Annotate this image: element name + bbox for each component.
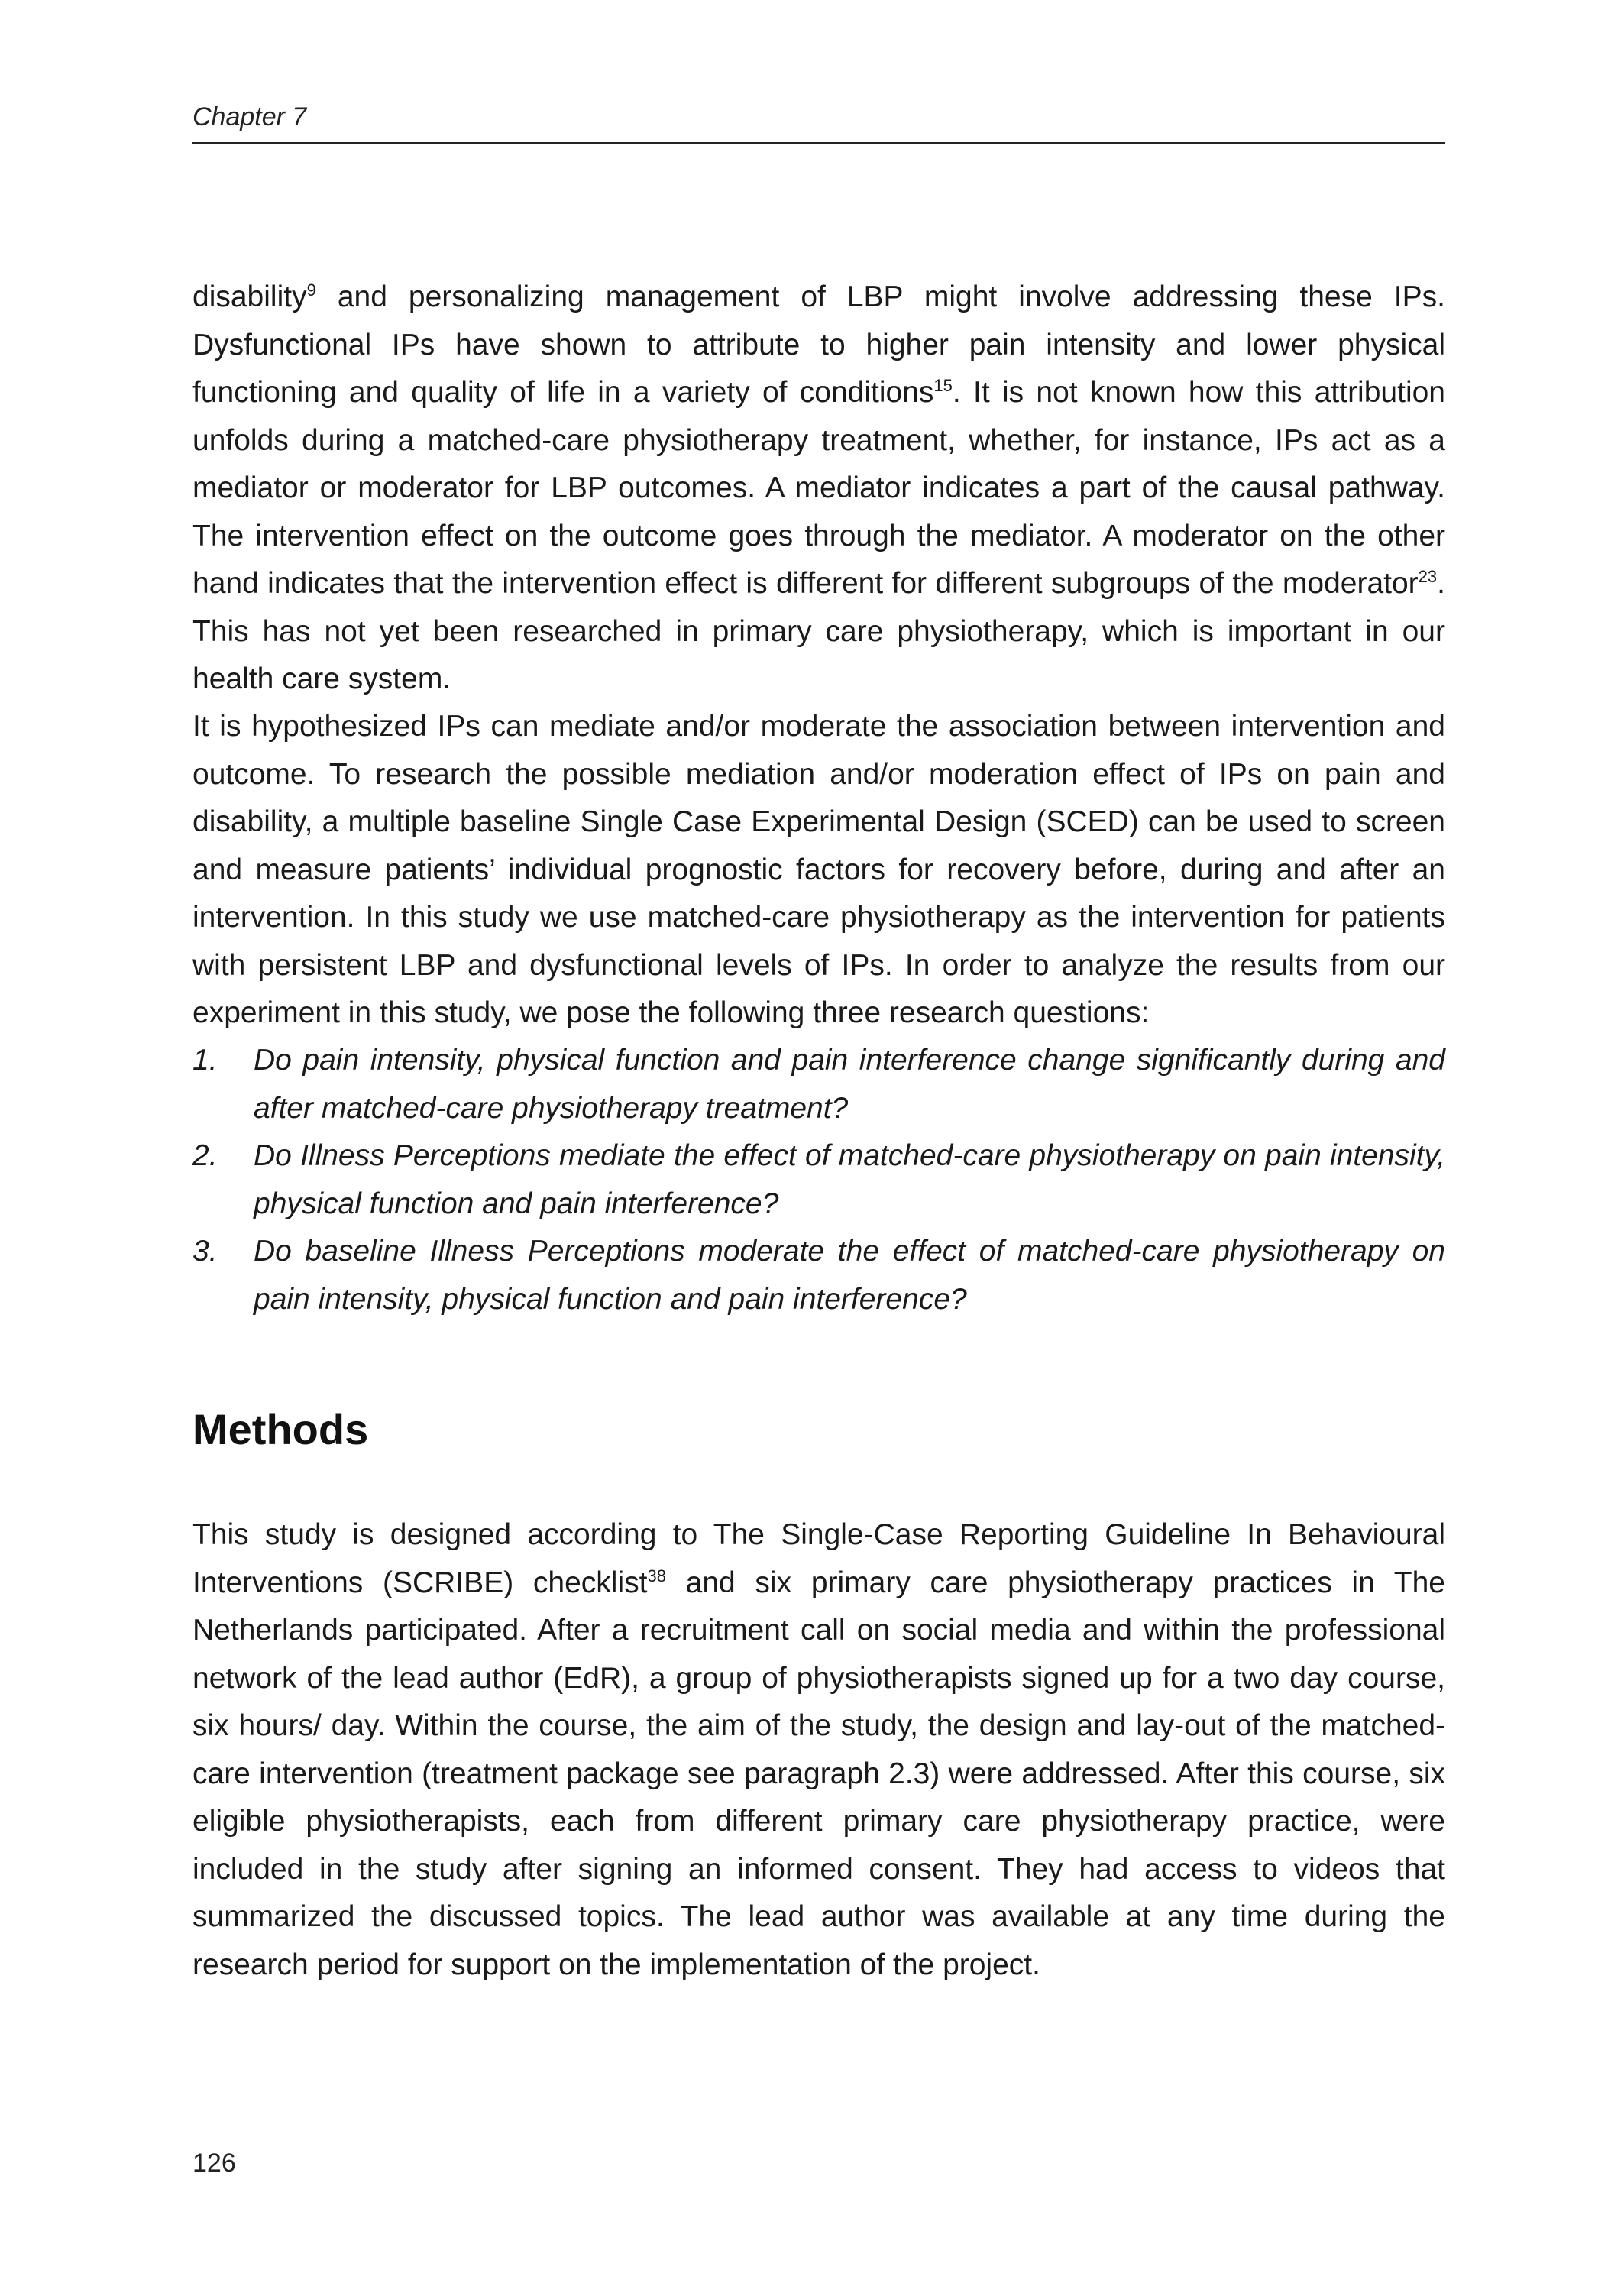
reference-38: 38 [647, 1566, 666, 1585]
text-segment: . It is not known how this attribution unfolds during a matched-care physiotherapy treatment, whether, for instance, IPs act as a mediator or moderator for LBP outcomes. A mediator indicates a part of the causal pathway. The intervention effect on the outcome goes through the mediator. A moderator on the other hand indicates that the intervention effect is different for different subgroups of the moderator [192, 376, 1445, 600]
methods-heading: Methods [192, 1405, 369, 1453]
question-number: 3. [192, 1235, 218, 1268]
research-question-1 [192, 1037, 1445, 1132]
question-text: Do baseline Illness Perceptions moderate the effect of matched-care physiotherapy on pain intensity, physical function and pain interference? [254, 1235, 1445, 1316]
intro-paragraph-1 [192, 274, 1445, 704]
reference-15: 15 [933, 376, 953, 395]
question-number: 2. [192, 1139, 218, 1172]
page-number: 126 [192, 2149, 236, 2178]
text-segment: This study is designed according to The Single-Case Reporting Guideline In Behavioural Interventions (SCRIBE) checklist [192, 1518, 1445, 1599]
text-segment: and personalizing management of LBP might involve addressing these IPs. Dysfunctional IPs have shown to attribute to higher pain intensity and lower physical functioning and quality of life in a variety of conditions [192, 280, 1445, 409]
research-questions-list [192, 1037, 1445, 1323]
text-segment: disability [192, 280, 307, 313]
reference-9: 9 [306, 280, 316, 300]
header-rule [192, 142, 1445, 144]
question-text: Do pain intensity, physical function and pain interference change significantly during and after matched-care physiotherapy treatment? [254, 1044, 1445, 1125]
text-segment: and six primary care physiotherapy practices in The Netherlands participated. After a recruitment call on social media and within the professional network of the lead author (EdR), a group of physiotherapists signed up for a two day course, six hours/ day. Within the course, the aim of the study, the design and lay-out of the matched-care intervention (treatment package see paragraph 2.3) were addressed. After this course, six eligible physiotherapists, each from different primary care physiotherapy practice, were included in the study after signing an informed consent. They had access to videos that summarized the discussed topics. The lead author was available at any time during the research period for support on the implementation of the project. [192, 1566, 1445, 1981]
question-number: 1. [192, 1044, 218, 1077]
running-head: Chapter 7 [192, 102, 307, 131]
question-text: Do Illness Perceptions mediate the effect of matched-care physiotherapy on pain intensity, physical function and pain interference? [254, 1139, 1445, 1220]
research-question-2 [192, 1132, 1445, 1228]
reference-23: 23 [1418, 567, 1438, 586]
text-segment: . This has not yet been researched in primary care physiotherapy, which is important in our health care system. [192, 567, 1445, 695]
intro-paragraph-2: It is hypothesized IPs can mediate and/or moderate the association between intervention and outcome. To research the possible mediation and/or moderation effect of IPs on pain and disability, a multiple baseline Single Case Experimental Design (SCED) can be used to screen and measure patients’ individual prognostic factors for recovery before, during and after an intervention. In this study we use matched-care physiotherapy as the intervention for patients with persistent LBP and dysfunctional levels of IPs. In order to analyze the results from our experiment in this study, we pose the following three research questions: [192, 710, 1445, 1029]
methods-paragraph-1 [192, 1511, 1445, 1989]
research-question-3 [192, 1228, 1445, 1323]
